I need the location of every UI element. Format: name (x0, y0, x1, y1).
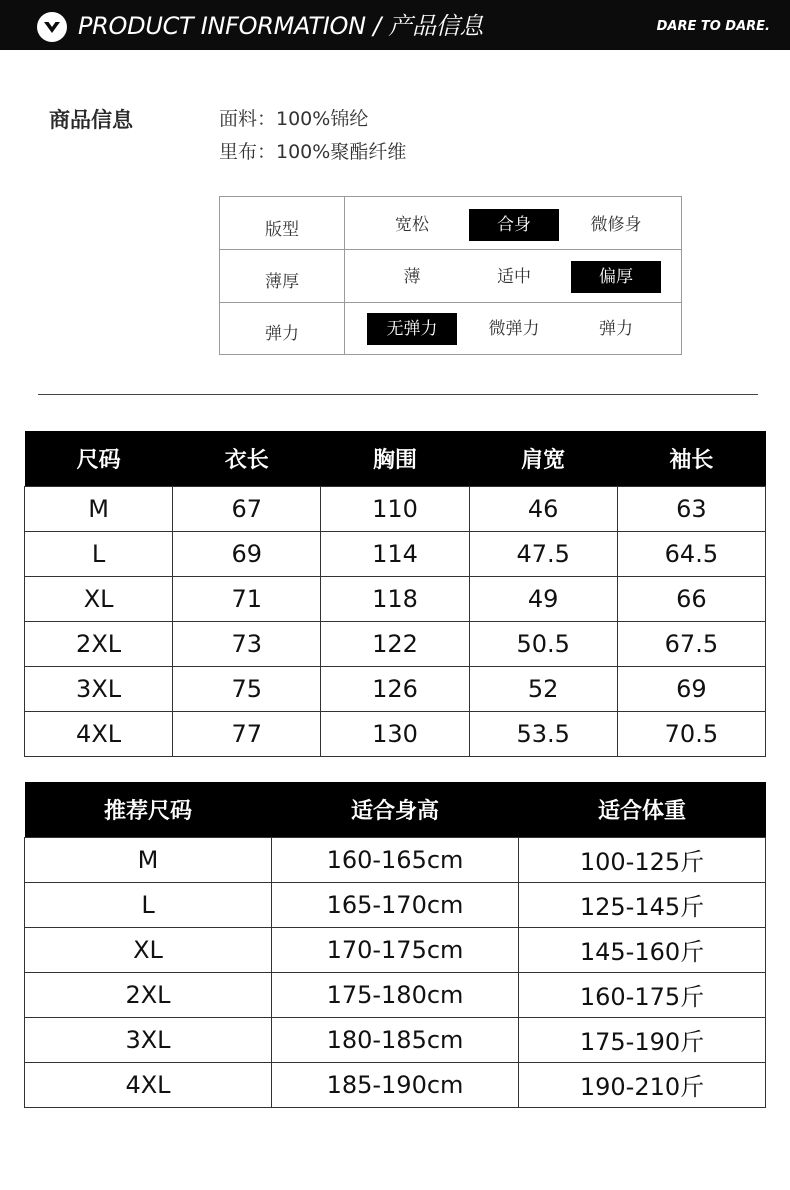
cell-size: L (25, 882, 272, 927)
header-recommended-size: 推荐尺码 (25, 782, 272, 837)
cell-size: 2XL (25, 621, 173, 666)
cell-length: 75 (173, 666, 321, 711)
option-fit-loose: 宽松 (395, 215, 429, 235)
banner-title: PRODUCT INFORMATION / 产品信息 (78, 12, 484, 40)
cell-sleeve: 63 (617, 486, 765, 531)
cell-size: XL (25, 576, 173, 621)
size-chart-table (24, 431, 766, 757)
cell-height: 165-170cm (272, 882, 519, 927)
fabric-text: 面料：100%锦纶 (219, 108, 369, 130)
table-row (25, 1017, 766, 1062)
attribute-table (219, 196, 682, 355)
cell-length: 71 (173, 576, 321, 621)
cell-shoulder: 46 (469, 486, 617, 531)
table-row (25, 927, 766, 972)
recommended-size-table (24, 782, 766, 1108)
cell-height: 160-165cm (272, 837, 519, 882)
cell-shoulder: 53.5 (469, 711, 617, 756)
lining-text: 里布：100%聚酯纤维 (219, 141, 407, 163)
table-row (25, 621, 766, 666)
cell-shoulder: 52 (469, 666, 617, 711)
option-stretch-slight: 微弹力 (488, 319, 540, 339)
cell-weight: 190-210斤 (519, 1062, 766, 1107)
cell-length: 73 (173, 621, 321, 666)
option-thickness-thick: 偏厚 (571, 261, 661, 293)
option-stretch-elastic: 弹力 (599, 319, 633, 339)
chevron-down-icon (37, 12, 67, 42)
table-row (25, 531, 766, 576)
cell-sleeve: 67.5 (617, 621, 765, 666)
cell-chest: 118 (321, 576, 469, 621)
option-fit-slim: 微修身 (590, 215, 642, 235)
attr-name-stretch: 弹力 (265, 324, 299, 344)
cell-size: 3XL (25, 1017, 272, 1062)
banner-slogan: DARE TO DARE. (656, 19, 770, 34)
header-weight: 适合体重 (519, 782, 766, 837)
cell-height: 170-175cm (272, 927, 519, 972)
header-sleeve: 袖长 (617, 431, 765, 486)
cell-size: 4XL (25, 1062, 272, 1107)
header-chest: 胸围 (321, 431, 469, 486)
cell-size: M (25, 486, 173, 531)
cell-sleeve: 64.5 (617, 531, 765, 576)
table-row (25, 972, 766, 1017)
header-shoulder: 肩宽 (469, 431, 617, 486)
cell-sleeve: 70.5 (617, 711, 765, 756)
table-row (25, 1062, 766, 1107)
cell-shoulder: 47.5 (469, 531, 617, 576)
cell-size: 3XL (25, 666, 173, 711)
cell-weight: 145-160斤 (519, 927, 766, 972)
cell-length: 77 (173, 711, 321, 756)
option-thickness-medium: 适中 (497, 267, 531, 287)
header-banner (0, 0, 790, 50)
header-size: 尺码 (25, 431, 173, 486)
cell-weight: 160-175斤 (519, 972, 766, 1017)
option-fit-regular: 合身 (469, 209, 559, 241)
cell-size: 2XL (25, 972, 272, 1017)
attr-name-thickness: 薄厚 (265, 272, 299, 292)
table-row (25, 711, 766, 756)
cell-chest: 110 (321, 486, 469, 531)
product-info-label: 商品信息 (49, 108, 133, 132)
cell-height: 175-180cm (272, 972, 519, 1017)
cell-chest: 126 (321, 666, 469, 711)
cell-weight: 125-145斤 (519, 882, 766, 927)
option-stretch-none: 无弹力 (367, 313, 457, 345)
cell-shoulder: 50.5 (469, 621, 617, 666)
cell-size: XL (25, 927, 272, 972)
cell-size: L (25, 531, 173, 576)
cell-length: 67 (173, 486, 321, 531)
recommended-size-header (25, 782, 766, 837)
cell-weight: 175-190斤 (519, 1017, 766, 1062)
size-chart-header (25, 431, 766, 486)
attr-name-fit: 版型 (265, 220, 299, 240)
cell-height: 185-190cm (272, 1062, 519, 1107)
table-row (25, 882, 766, 927)
cell-chest: 130 (321, 711, 469, 756)
cell-size: M (25, 837, 272, 882)
header-height: 适合身高 (272, 782, 519, 837)
table-row (25, 576, 766, 621)
table-row (25, 486, 766, 531)
section-divider (38, 394, 758, 395)
cell-weight: 100-125斤 (519, 837, 766, 882)
cell-sleeve: 66 (617, 576, 765, 621)
cell-sleeve: 69 (617, 666, 765, 711)
cell-chest: 114 (321, 531, 469, 576)
option-thickness-thin: 薄 (403, 267, 421, 287)
header-length: 衣长 (173, 431, 321, 486)
cell-shoulder: 49 (469, 576, 617, 621)
cell-height: 180-185cm (272, 1017, 519, 1062)
cell-chest: 122 (321, 621, 469, 666)
table-row (25, 837, 766, 882)
cell-size: 4XL (25, 711, 173, 756)
cell-length: 69 (173, 531, 321, 576)
table-row (25, 666, 766, 711)
